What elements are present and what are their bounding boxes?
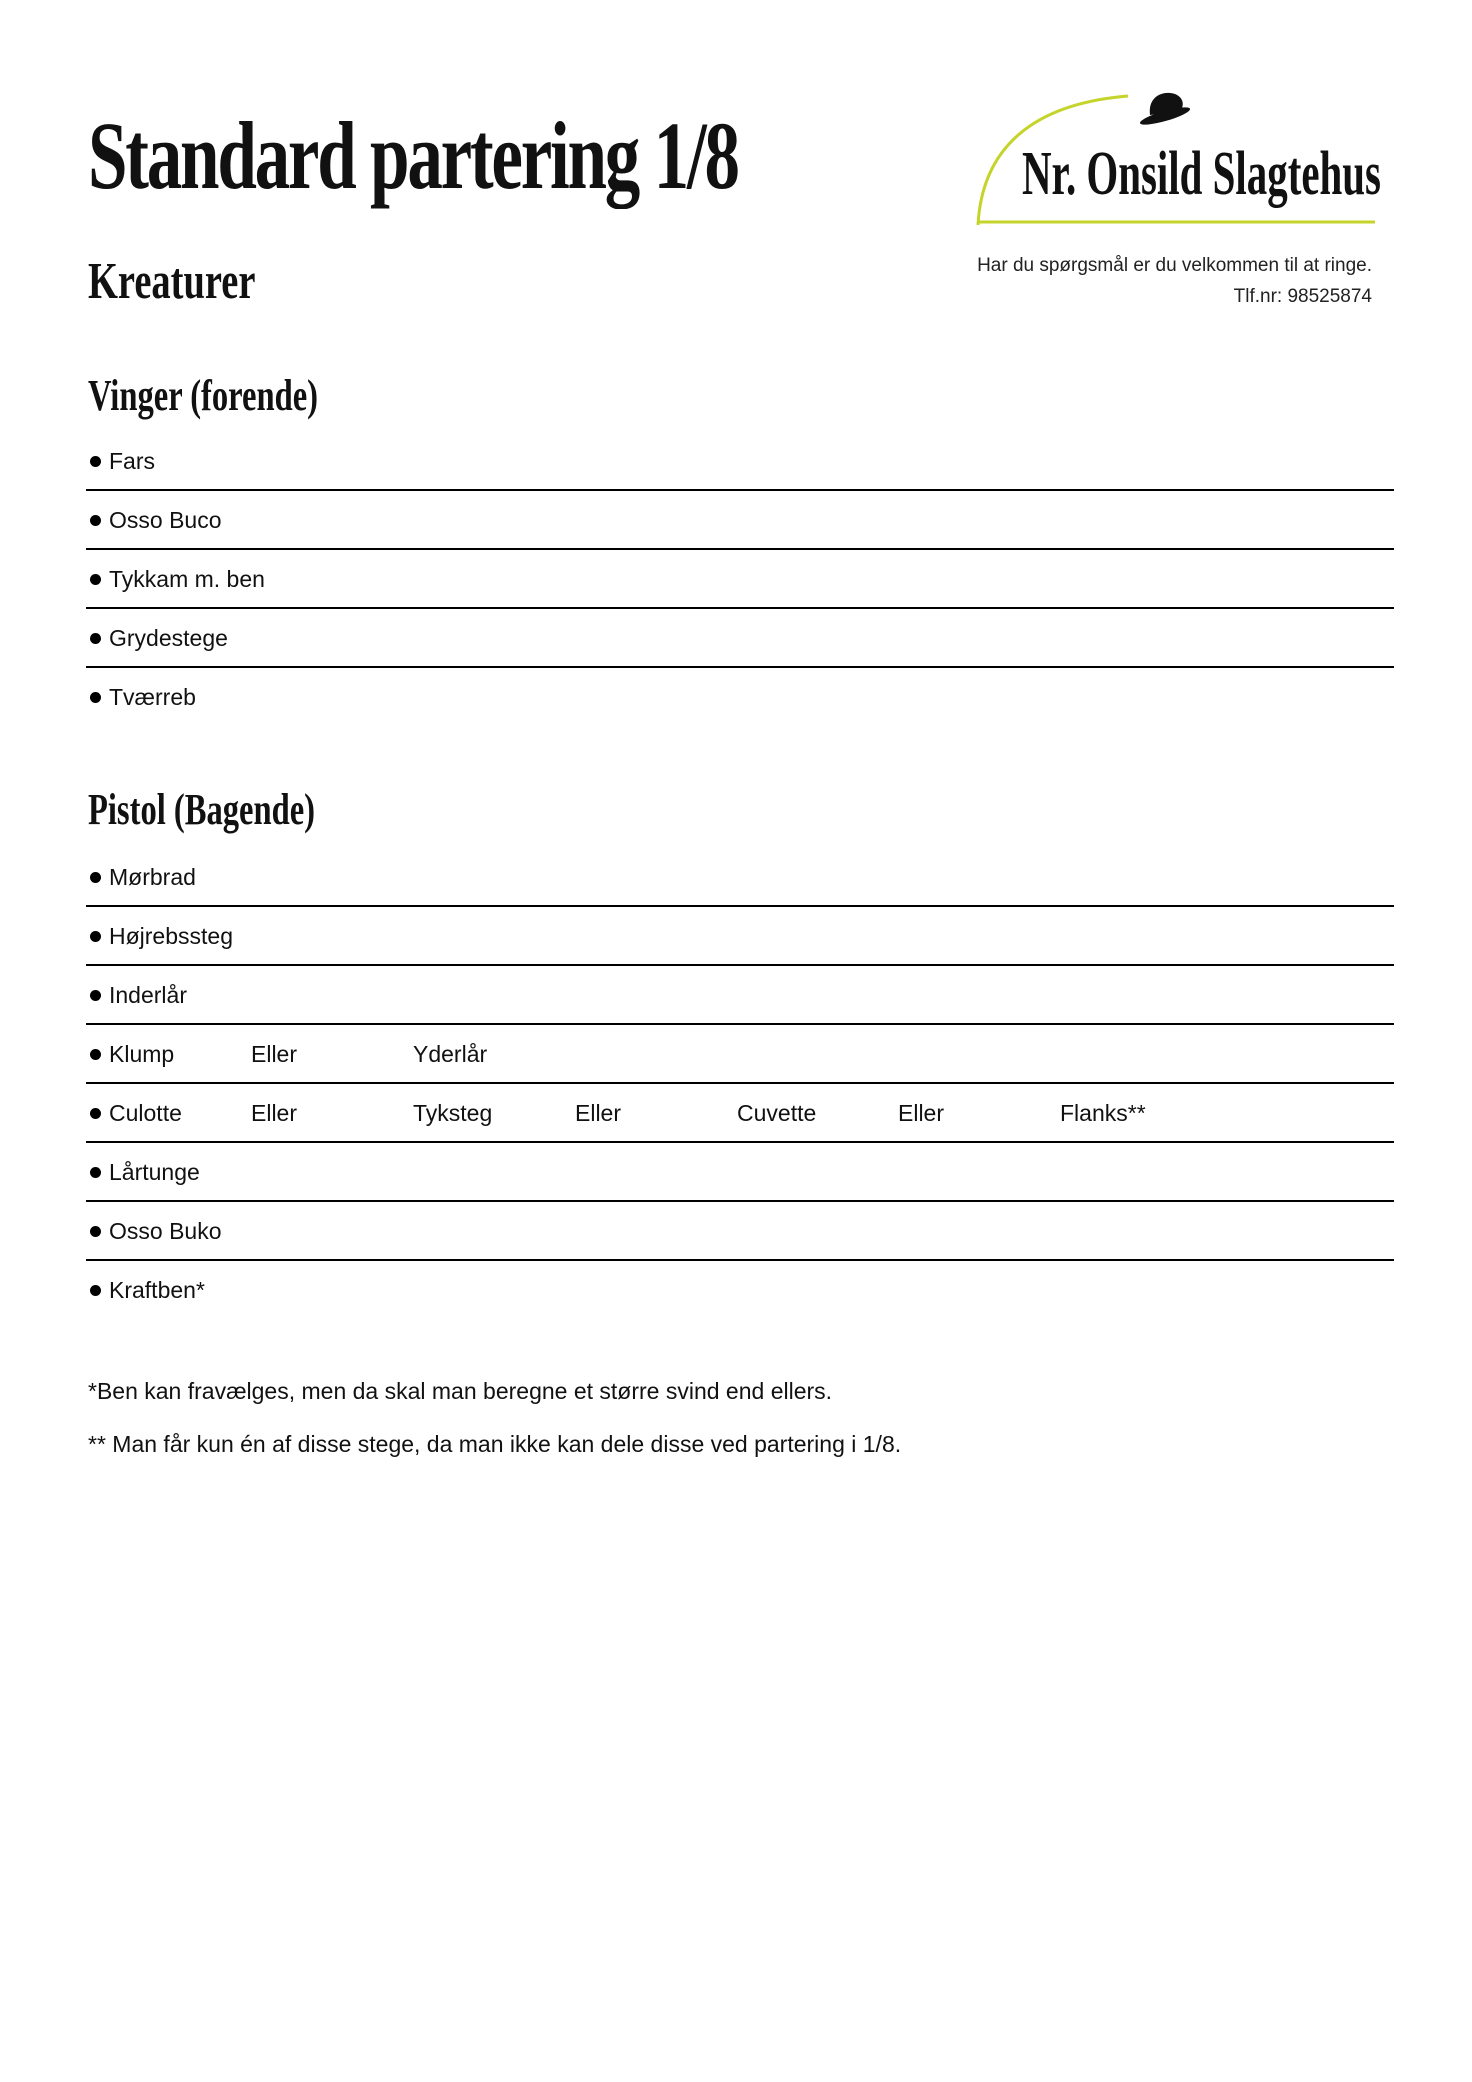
contact-info <box>977 250 1372 312</box>
cut-item-label <box>90 446 155 476</box>
cut-name: Culotte <box>109 1100 182 1126</box>
list-item <box>86 1261 1394 1320</box>
cut-item-label <box>90 1039 174 1069</box>
section-title-pistol: Pistol (Bagende) <box>88 785 316 834</box>
company-logo <box>960 90 1390 230</box>
cut-list-vinger <box>86 432 1394 727</box>
bullet-icon <box>90 1108 101 1119</box>
cut-name: Lårtunge <box>109 1159 200 1185</box>
cut-item-label <box>90 1216 222 1246</box>
section-title-vinger: Vinger (forende) <box>88 371 318 420</box>
list-item <box>86 848 1394 907</box>
cut-option: Yderlår <box>413 1041 488 1067</box>
option-separator: Eller <box>575 1100 622 1126</box>
bullet-icon <box>90 692 101 703</box>
bowler-hat-icon <box>1139 93 1192 128</box>
bullet-icon <box>90 1049 101 1060</box>
bullet-icon <box>90 456 101 467</box>
cut-name: Mørbrad <box>109 864 196 890</box>
bullet-icon <box>90 515 101 526</box>
list-item <box>86 491 1394 550</box>
bullet-icon <box>90 1167 101 1178</box>
cut-option: Tyksteg <box>413 1100 493 1126</box>
cut-name: Fars <box>109 448 155 474</box>
cut-name: Osso Buco <box>109 507 222 533</box>
list-item <box>86 1025 1394 1084</box>
bullet-icon <box>90 872 101 883</box>
cut-name: Grydestege <box>109 625 228 651</box>
bullet-icon <box>90 633 101 644</box>
cut-option: Cuvette <box>737 1100 817 1126</box>
list-item <box>86 966 1394 1025</box>
list-item <box>86 550 1394 609</box>
contact-phone: Tlf.nr: 98525874 <box>1233 286 1372 307</box>
option-separator: Eller <box>898 1100 945 1126</box>
page-title: Standard partering 1/8 <box>88 102 738 209</box>
cut-item-label <box>90 862 196 892</box>
cut-item-label <box>90 623 228 653</box>
cut-name: Tværreb <box>109 684 196 710</box>
cut-item-label <box>90 1157 200 1187</box>
cut-option: Flanks** <box>1060 1100 1146 1126</box>
cut-item-label <box>90 505 222 535</box>
page-subtitle: Kreaturer <box>88 253 256 310</box>
cut-item-label <box>90 564 265 594</box>
list-item <box>86 907 1394 966</box>
cut-item-label <box>90 1275 205 1305</box>
option-separator: Eller <box>251 1041 298 1067</box>
cut-name: Tykkam m. ben <box>109 566 265 592</box>
cut-name: Højrebssteg <box>109 923 233 949</box>
bullet-icon <box>90 1226 101 1237</box>
list-item <box>86 1143 1394 1202</box>
bullet-icon <box>90 1285 101 1296</box>
bullet-icon <box>90 990 101 1001</box>
bullet-icon <box>90 574 101 585</box>
footnote-bones: *Ben kan fravælges, men da skal man beregne et større svind end ellers. <box>88 1378 833 1404</box>
cut-name: Klump <box>109 1041 175 1067</box>
list-item <box>86 432 1394 491</box>
list-item <box>86 668 1394 727</box>
cut-name: Kraftben* <box>109 1277 205 1303</box>
cut-item-label <box>90 682 196 712</box>
cut-name: Inderlår <box>109 982 187 1008</box>
list-item <box>86 609 1394 668</box>
cut-item-label <box>90 921 233 951</box>
footnote-one-roast: ** Man får kun én af disse stege, da man ikke kan dele disse ved partering i 1/8. <box>88 1431 902 1457</box>
list-item <box>86 1202 1394 1261</box>
cut-item-label <box>90 980 187 1010</box>
list-item <box>86 1084 1394 1143</box>
contact-message: Har du spørgsmål er du velkommen til at ringe. <box>977 255 1372 276</box>
cut-item-label <box>90 1098 182 1128</box>
footnotes <box>88 1376 901 1482</box>
option-separator: Eller <box>251 1100 298 1126</box>
cut-list-pistol <box>86 848 1394 1320</box>
bullet-icon <box>90 931 101 942</box>
cut-name: Osso Buko <box>109 1218 222 1244</box>
logo-wordmark: Nr. Onsild Slagtehus <box>1022 140 1381 208</box>
